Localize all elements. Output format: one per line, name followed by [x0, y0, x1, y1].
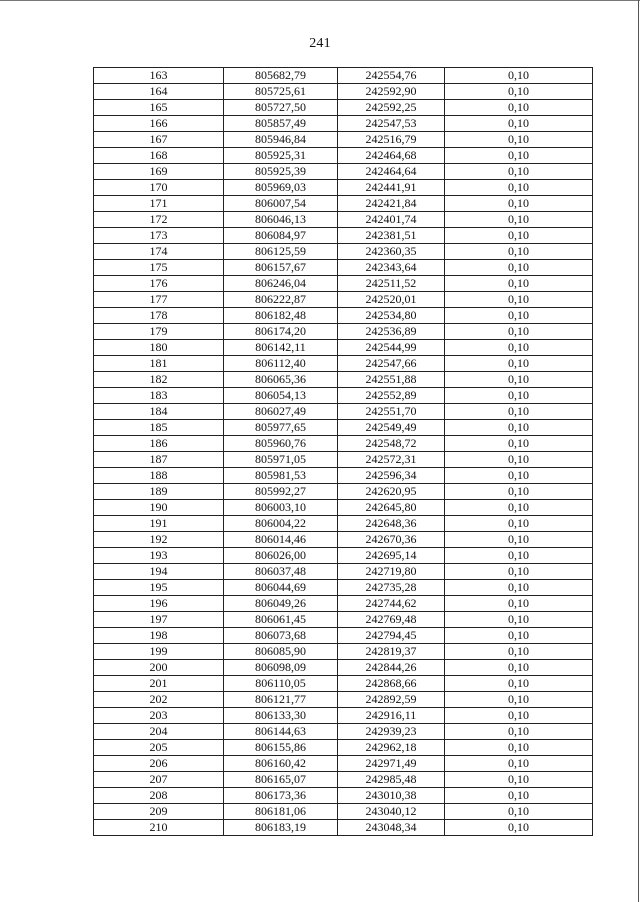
point-number-cell: 180: [94, 340, 224, 356]
table-row: [94, 84, 593, 100]
point-number-cell: 189: [94, 484, 224, 500]
accuracy-cell: 0,10: [445, 356, 593, 372]
y-coordinate-cell: 242534,80: [338, 308, 445, 324]
x-coordinate-cell: 806222,87: [224, 292, 338, 308]
x-coordinate-cell: 805969,03: [224, 180, 338, 196]
point-number-cell: 190: [94, 500, 224, 516]
point-number-cell: 209: [94, 804, 224, 820]
point-number-cell: 178: [94, 308, 224, 324]
table-row: [94, 100, 593, 116]
table-row: [94, 660, 593, 676]
x-coordinate-cell: 805971,05: [224, 452, 338, 468]
table-row: [94, 308, 593, 324]
point-number-cell: 163: [94, 68, 224, 84]
point-number-cell: 210: [94, 820, 224, 836]
table-row: [94, 500, 593, 516]
accuracy-cell: 0,10: [445, 228, 593, 244]
point-number-cell: 167: [94, 132, 224, 148]
point-number-cell: 191: [94, 516, 224, 532]
point-number-cell: 205: [94, 740, 224, 756]
accuracy-cell: 0,10: [445, 452, 593, 468]
accuracy-cell: 0,10: [445, 628, 593, 644]
accuracy-cell: 0,10: [445, 644, 593, 660]
table-row: [94, 804, 593, 820]
point-number-cell: 196: [94, 596, 224, 612]
y-coordinate-cell: 242592,90: [338, 84, 445, 100]
point-number-cell: 172: [94, 212, 224, 228]
y-coordinate-cell: 242648,36: [338, 516, 445, 532]
accuracy-cell: 0,10: [445, 468, 593, 484]
accuracy-cell: 0,10: [445, 132, 593, 148]
x-coordinate-cell: 806142,11: [224, 340, 338, 356]
accuracy-cell: 0,10: [445, 740, 593, 756]
accuracy-cell: 0,10: [445, 84, 593, 100]
y-coordinate-cell: 242464,68: [338, 148, 445, 164]
accuracy-cell: 0,10: [445, 516, 593, 532]
accuracy-cell: 0,10: [445, 292, 593, 308]
accuracy-cell: 0,10: [445, 660, 593, 676]
point-number-cell: 173: [94, 228, 224, 244]
point-number-cell: 182: [94, 372, 224, 388]
accuracy-cell: 0,10: [445, 372, 593, 388]
y-coordinate-cell: 242939,23: [338, 724, 445, 740]
table-row: [94, 692, 593, 708]
x-coordinate-cell: 805857,49: [224, 116, 338, 132]
table-row: [94, 788, 593, 804]
accuracy-cell: 0,10: [445, 548, 593, 564]
x-coordinate-cell: 806165,07: [224, 772, 338, 788]
x-coordinate-cell: 806026,00: [224, 548, 338, 564]
x-coordinate-cell: 806085,90: [224, 644, 338, 660]
point-number-cell: 171: [94, 196, 224, 212]
x-coordinate-cell: 806155,86: [224, 740, 338, 756]
table-row: [94, 516, 593, 532]
y-coordinate-cell: 242549,49: [338, 420, 445, 436]
table-row: [94, 196, 593, 212]
table-row: [94, 180, 593, 196]
x-coordinate-cell: 806144,63: [224, 724, 338, 740]
table-row: [94, 420, 593, 436]
table-row: [94, 164, 593, 180]
point-number-cell: 188: [94, 468, 224, 484]
accuracy-cell: 0,10: [445, 68, 593, 84]
y-coordinate-cell: 242547,66: [338, 356, 445, 372]
point-number-cell: 174: [94, 244, 224, 260]
y-coordinate-cell: 243048,34: [338, 820, 445, 836]
table-row: [94, 756, 593, 772]
table-row: [94, 452, 593, 468]
table-row: [94, 244, 593, 260]
y-coordinate-cell: 242401,74: [338, 212, 445, 228]
accuracy-cell: 0,10: [445, 692, 593, 708]
y-coordinate-cell: 242536,89: [338, 324, 445, 340]
y-coordinate-cell: 242868,66: [338, 676, 445, 692]
page-top-border: [0, 0, 640, 1]
accuracy-cell: 0,10: [445, 564, 593, 580]
accuracy-cell: 0,10: [445, 420, 593, 436]
y-coordinate-cell: 242520,01: [338, 292, 445, 308]
point-number-cell: 183: [94, 388, 224, 404]
page-right-border: [638, 0, 639, 902]
x-coordinate-cell: 805925,31: [224, 148, 338, 164]
y-coordinate-cell: 242769,48: [338, 612, 445, 628]
accuracy-cell: 0,10: [445, 404, 593, 420]
accuracy-cell: 0,10: [445, 164, 593, 180]
table-row: [94, 356, 593, 372]
accuracy-cell: 0,10: [445, 276, 593, 292]
accuracy-cell: 0,10: [445, 724, 593, 740]
point-number-cell: 207: [94, 772, 224, 788]
x-coordinate-cell: 806007,54: [224, 196, 338, 212]
table-row: [94, 68, 593, 84]
y-coordinate-cell: 242464,64: [338, 164, 445, 180]
accuracy-cell: 0,10: [445, 500, 593, 516]
y-coordinate-cell: 242360,35: [338, 244, 445, 260]
page-number: 241: [309, 36, 331, 51]
x-coordinate-cell: 806084,97: [224, 228, 338, 244]
table-row: [94, 388, 593, 404]
accuracy-cell: 0,10: [445, 324, 593, 340]
x-coordinate-cell: 806121,77: [224, 692, 338, 708]
point-number-cell: 200: [94, 660, 224, 676]
x-coordinate-cell: 806181,06: [224, 804, 338, 820]
table-row: [94, 404, 593, 420]
table-row: [94, 148, 593, 164]
y-coordinate-cell: 242544,99: [338, 340, 445, 356]
y-coordinate-cell: 242744,62: [338, 596, 445, 612]
accuracy-cell: 0,10: [445, 708, 593, 724]
table-row: [94, 228, 593, 244]
y-coordinate-cell: 242596,34: [338, 468, 445, 484]
table-row: [94, 644, 593, 660]
accuracy-cell: 0,10: [445, 116, 593, 132]
table-row: [94, 548, 593, 564]
accuracy-cell: 0,10: [445, 388, 593, 404]
accuracy-cell: 0,10: [445, 756, 593, 772]
x-coordinate-cell: 806065,36: [224, 372, 338, 388]
coordinates-table: [93, 67, 593, 836]
x-coordinate-cell: 806125,59: [224, 244, 338, 260]
x-coordinate-cell: 806061,45: [224, 612, 338, 628]
x-coordinate-cell: 806112,40: [224, 356, 338, 372]
x-coordinate-cell: 806044,69: [224, 580, 338, 596]
table-row: [94, 340, 593, 356]
point-number-cell: 208: [94, 788, 224, 804]
y-coordinate-cell: 243010,38: [338, 788, 445, 804]
table-row: [94, 324, 593, 340]
y-coordinate-cell: 242892,59: [338, 692, 445, 708]
y-coordinate-cell: 242819,37: [338, 644, 445, 660]
y-coordinate-cell: 242971,49: [338, 756, 445, 772]
x-coordinate-cell: 805977,65: [224, 420, 338, 436]
point-number-cell: 184: [94, 404, 224, 420]
table-row: [94, 212, 593, 228]
point-number-cell: 206: [94, 756, 224, 772]
accuracy-cell: 0,10: [445, 580, 593, 596]
x-coordinate-cell: 806054,13: [224, 388, 338, 404]
point-number-cell: 195: [94, 580, 224, 596]
point-number-cell: 204: [94, 724, 224, 740]
x-coordinate-cell: 806182,48: [224, 308, 338, 324]
y-coordinate-cell: 242735,28: [338, 580, 445, 596]
table-row: [94, 708, 593, 724]
table-row: [94, 740, 593, 756]
x-coordinate-cell: 806073,68: [224, 628, 338, 644]
accuracy-cell: 0,10: [445, 788, 593, 804]
accuracy-cell: 0,10: [445, 180, 593, 196]
table-row: [94, 484, 593, 500]
accuracy-cell: 0,10: [445, 596, 593, 612]
x-coordinate-cell: 806157,67: [224, 260, 338, 276]
x-coordinate-cell: 805925,39: [224, 164, 338, 180]
point-number-cell: 203: [94, 708, 224, 724]
point-number-cell: 181: [94, 356, 224, 372]
y-coordinate-cell: 242441,91: [338, 180, 445, 196]
accuracy-cell: 0,10: [445, 148, 593, 164]
point-number-cell: 168: [94, 148, 224, 164]
y-coordinate-cell: 242670,36: [338, 532, 445, 548]
table-row: [94, 580, 593, 596]
y-coordinate-cell: 242551,88: [338, 372, 445, 388]
point-number-cell: 198: [94, 628, 224, 644]
y-coordinate-cell: 242962,18: [338, 740, 445, 756]
x-coordinate-cell: 805992,27: [224, 484, 338, 500]
table-row: [94, 260, 593, 276]
accuracy-cell: 0,10: [445, 676, 593, 692]
x-coordinate-cell: 806246,04: [224, 276, 338, 292]
point-number-cell: 202: [94, 692, 224, 708]
y-coordinate-cell: 242381,51: [338, 228, 445, 244]
x-coordinate-cell: 806160,42: [224, 756, 338, 772]
table-row: [94, 820, 593, 836]
accuracy-cell: 0,10: [445, 308, 593, 324]
point-number-cell: 164: [94, 84, 224, 100]
accuracy-cell: 0,10: [445, 100, 593, 116]
table-row: [94, 724, 593, 740]
point-number-cell: 175: [94, 260, 224, 276]
y-coordinate-cell: 242516,79: [338, 132, 445, 148]
accuracy-cell: 0,10: [445, 820, 593, 836]
table-row: [94, 532, 593, 548]
y-coordinate-cell: 242620,95: [338, 484, 445, 500]
point-number-cell: 176: [94, 276, 224, 292]
x-coordinate-cell: 806027,49: [224, 404, 338, 420]
point-number-cell: 192: [94, 532, 224, 548]
x-coordinate-cell: 806098,09: [224, 660, 338, 676]
point-number-cell: 194: [94, 564, 224, 580]
y-coordinate-cell: 242552,89: [338, 388, 445, 404]
table-row: [94, 772, 593, 788]
table-row: [94, 676, 593, 692]
table-row: [94, 596, 593, 612]
table-row: [94, 276, 593, 292]
table-row: [94, 612, 593, 628]
x-coordinate-cell: 805725,61: [224, 84, 338, 100]
y-coordinate-cell: 242844,26: [338, 660, 445, 676]
x-coordinate-cell: 806037,48: [224, 564, 338, 580]
y-coordinate-cell: 242554,76: [338, 68, 445, 84]
accuracy-cell: 0,10: [445, 612, 593, 628]
point-number-cell: 177: [94, 292, 224, 308]
accuracy-cell: 0,10: [445, 532, 593, 548]
y-coordinate-cell: 242511,52: [338, 276, 445, 292]
point-number-cell: 187: [94, 452, 224, 468]
table-row: [94, 628, 593, 644]
y-coordinate-cell: 242794,45: [338, 628, 445, 644]
y-coordinate-cell: 242572,31: [338, 452, 445, 468]
point-number-cell: 166: [94, 116, 224, 132]
y-coordinate-cell: 242645,80: [338, 500, 445, 516]
accuracy-cell: 0,10: [445, 340, 593, 356]
table-row: [94, 468, 593, 484]
y-coordinate-cell: 242343,64: [338, 260, 445, 276]
point-number-cell: 201: [94, 676, 224, 692]
x-coordinate-cell: 806133,30: [224, 708, 338, 724]
x-coordinate-cell: 806046,13: [224, 212, 338, 228]
accuracy-cell: 0,10: [445, 260, 593, 276]
x-coordinate-cell: 806110,05: [224, 676, 338, 692]
point-number-cell: 193: [94, 548, 224, 564]
coordinates-table-body: [94, 68, 593, 836]
point-number-cell: 186: [94, 436, 224, 452]
x-coordinate-cell: 806174,20: [224, 324, 338, 340]
table-row: [94, 132, 593, 148]
y-coordinate-cell: 242421,84: [338, 196, 445, 212]
accuracy-cell: 0,10: [445, 484, 593, 500]
y-coordinate-cell: 242719,80: [338, 564, 445, 580]
x-coordinate-cell: 806014,46: [224, 532, 338, 548]
table-row: [94, 564, 593, 580]
accuracy-cell: 0,10: [445, 772, 593, 788]
x-coordinate-cell: 806173,36: [224, 788, 338, 804]
x-coordinate-cell: 805682,79: [224, 68, 338, 84]
point-number-cell: 179: [94, 324, 224, 340]
table-row: [94, 116, 593, 132]
point-number-cell: 165: [94, 100, 224, 116]
point-number-cell: 169: [94, 164, 224, 180]
x-coordinate-cell: 806183,19: [224, 820, 338, 836]
y-coordinate-cell: 242551,70: [338, 404, 445, 420]
accuracy-cell: 0,10: [445, 212, 593, 228]
y-coordinate-cell: 242985,48: [338, 772, 445, 788]
x-coordinate-cell: 806049,26: [224, 596, 338, 612]
point-number-cell: 197: [94, 612, 224, 628]
point-number-cell: 185: [94, 420, 224, 436]
table-row: [94, 436, 593, 452]
accuracy-cell: 0,10: [445, 436, 593, 452]
y-coordinate-cell: 242548,72: [338, 436, 445, 452]
x-coordinate-cell: 806003,10: [224, 500, 338, 516]
x-coordinate-cell: 806004,22: [224, 516, 338, 532]
y-coordinate-cell: 242547,53: [338, 116, 445, 132]
y-coordinate-cell: 242916,11: [338, 708, 445, 724]
accuracy-cell: 0,10: [445, 196, 593, 212]
point-number-cell: 170: [94, 180, 224, 196]
x-coordinate-cell: 805960,76: [224, 436, 338, 452]
y-coordinate-cell: 242592,25: [338, 100, 445, 116]
table-row: [94, 292, 593, 308]
y-coordinate-cell: 243040,12: [338, 804, 445, 820]
x-coordinate-cell: 805727,50: [224, 100, 338, 116]
accuracy-cell: 0,10: [445, 244, 593, 260]
x-coordinate-cell: 805946,84: [224, 132, 338, 148]
point-number-cell: 199: [94, 644, 224, 660]
accuracy-cell: 0,10: [445, 804, 593, 820]
y-coordinate-cell: 242695,14: [338, 548, 445, 564]
table-row: [94, 372, 593, 388]
x-coordinate-cell: 805981,53: [224, 468, 338, 484]
